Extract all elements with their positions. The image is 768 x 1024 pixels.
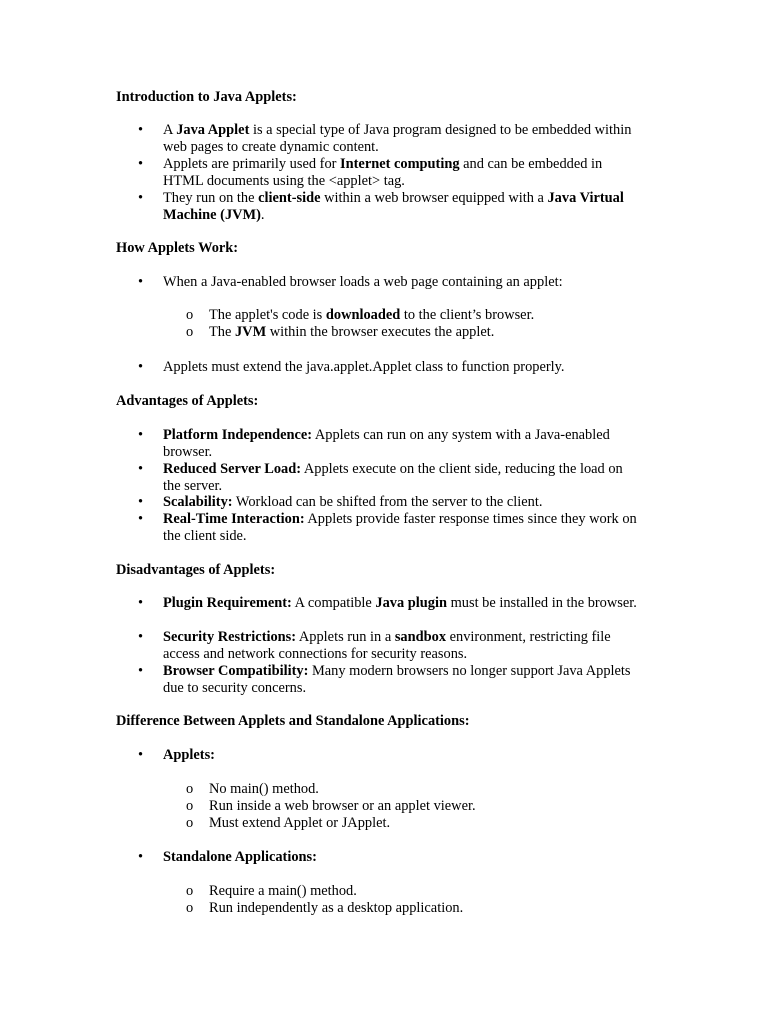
heading-difference: Difference Between Applets and Standalone Applications: xyxy=(116,713,470,729)
bullet-icon: • xyxy=(138,274,144,290)
heading-introduction: Introduction to Java Applets: xyxy=(116,89,297,105)
document-page: Introduction to Java Applets: • A Java Applet is a special type of Java program designed to be embedded within web pages to create dynamic content. • Applets are primarily used for Internet computing and can be embedded in HTML documents using the <applet> tag. • They run on the client-side within a web browser equipped with a Java Virtual Machine (JVM). How Applets Work: • When a Java-enabled browser loads a web page containing an applet: o The applet's code is downloaded to the client’s browser. o The JVM within the browser executes the applet. • Applets must extend the java.applet.Applet class to function properly. Advantages of Applets: • Platform Independence: Applets can run on any system with a Java-enabled browser. • Reduced Server Load: Applets execute on the client side, reducing the load on the server. • Scalability: Workload can be shifted from the server to the client. • Real-Time Interaction: Applets provide faster response times since they work on the client side. Disadvantages of Applets: • Plugin Requirement: A compatible Java plugin must be installed in the browser. • Security Restrictions: Applets run in a sandbox environment, restricting file access and network connections for security reasons. • Browser Compatibility: Many modern browsers no longer support Java Applets due to security concerns. Difference Between Applets and Standalone Applications: • Applets: o No main() method. o Run inside a web browser or an applet viewer. o Must extend Applet or JApplet. • Standalone Applications: o Require a main() method. o Run independently as a desktop application. xyxy=(116,89,637,916)
sub-bullet-icon: o xyxy=(186,798,194,814)
bullet-icon: • xyxy=(138,156,144,172)
bullet-icon: • xyxy=(138,849,144,865)
bullet-icon: • xyxy=(138,122,144,138)
sub-bullet-icon: o xyxy=(186,324,194,340)
bullet-icon: • xyxy=(138,461,144,477)
bullet-icon: • xyxy=(138,747,144,763)
bullet-icon: • xyxy=(138,629,144,645)
bullet-icon: • xyxy=(138,663,144,679)
bullet-icon: • xyxy=(138,494,144,510)
sub-bullet-icon: o xyxy=(186,900,194,916)
bullet-icon: • xyxy=(138,595,144,611)
bullet-icon: • xyxy=(138,511,144,527)
sub-bullet-icon: o xyxy=(186,781,194,797)
sub-bullet-icon: o xyxy=(186,307,194,323)
bullet-icon: • xyxy=(138,359,144,375)
heading-advantages: Advantages of Applets: xyxy=(116,393,259,409)
bullet-icon: • xyxy=(138,427,144,443)
heading-disadvantages: Disadvantages of Applets: xyxy=(116,562,276,578)
bullet-icon: • xyxy=(138,190,144,206)
sub-bullet-icon: o xyxy=(186,815,194,831)
sub-bullet-icon: o xyxy=(186,883,194,899)
heading-how-applets-work: How Applets Work: xyxy=(116,240,239,256)
